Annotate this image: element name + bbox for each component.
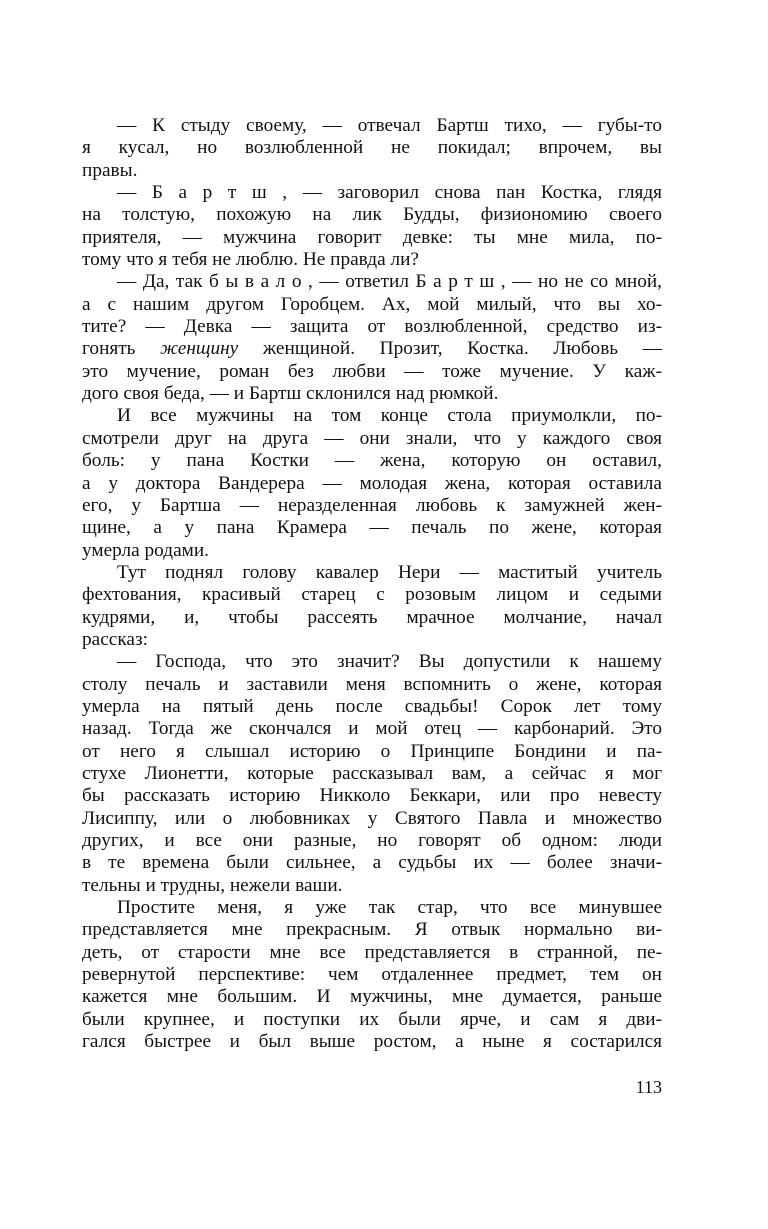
text-line: дого своя беда, — и Бартш склонился над рюмкой. xyxy=(82,383,499,405)
text-line: были крупнее, и поступки их были ярче, и сам я дви- xyxy=(82,1008,662,1030)
text-line: деть, от старости мне все представляется в странной, пе- xyxy=(82,941,662,963)
text-line: умерла на пятый день после свадьбы! Сорок лет тому xyxy=(82,695,662,717)
text-line: — Да, так б ы в а л о , — ответил Б а р т ш , — но не со мной, xyxy=(117,271,662,293)
text-line: И все мужчины на том конце стола приумолкли, по- xyxy=(117,405,662,427)
text-line: тельны и трудны, нежели ваши. xyxy=(82,874,343,896)
paragraph xyxy=(82,271,662,405)
text-line: — Господа, что это значит? Вы допустили к нашему xyxy=(117,651,662,673)
paragraph xyxy=(82,405,662,561)
text-line: фехтования, красивый старец с розовым лицом и седыми xyxy=(82,584,662,606)
text-line: столу печаль и заставили меня вспомнить о жене, которая xyxy=(82,673,662,695)
text-line: приятеля, — мужчина говорит девке: ты мне мила, по- xyxy=(82,226,662,248)
text-line: смотрели друг на друга — они знали, что у каждого своя xyxy=(82,427,662,449)
text-line: кудрями, и, чтобы рассеять мрачное молчание, начал xyxy=(82,606,662,628)
text-line: тите? — Девка — защита от возлюбленной, средство из- xyxy=(82,316,662,338)
text-line: рассказ: xyxy=(82,628,148,650)
text-line: правы. xyxy=(82,159,138,181)
text-line: — К стыду своему, — отвечал Бартш тихо, — губы-то xyxy=(117,115,662,136)
paragraph xyxy=(82,651,662,897)
text-line: Простите меня, я уже так стар, что все минувшее xyxy=(117,897,662,919)
text-line: гонять женщину женщиной. Прозит, Костка. Любовь — xyxy=(82,338,662,360)
text-line: представляется мне прекрасным. Я отвык нормально ви- xyxy=(82,919,662,941)
text-line: бы рассказать историю Никколо Беккари, или про невесту xyxy=(82,785,662,807)
text-line: я кусал, но возлюбленной не покидал; впрочем, вы xyxy=(82,137,662,159)
text-line: это мучение, роман без любви — тоже мучение. У каж- xyxy=(82,360,662,382)
text-line: — Б а р т ш , — заговорил снова пан Костка, глядя xyxy=(117,182,662,204)
page-number: 113 xyxy=(635,1077,662,1097)
text-line: Тут поднял голову кавалер Нери — маститый учитель xyxy=(117,561,662,583)
paragraph xyxy=(82,897,662,1053)
text-line: других, и все они разные, но говорят об одном: люди xyxy=(82,830,662,851)
text-line: боль: у пана Костки — жена, которую он оставил, xyxy=(82,450,662,472)
paragraph xyxy=(82,115,662,182)
text-line: от него я слышал историю о Принципе Бондини и па- xyxy=(82,740,662,762)
text-line: а с нашим другом Горобцем. Ах, мой милый, что вы хо- xyxy=(82,293,662,315)
paragraph xyxy=(82,562,662,651)
paragraph xyxy=(82,182,662,271)
text-line: умерла родами. xyxy=(82,539,209,561)
text-line: щине, а у пана Крамера — печаль по жене, которая xyxy=(82,517,662,539)
text-line: на толстую, похожую на лик Будды, физиономию своего xyxy=(82,204,662,226)
text-line: стухе Лионетти, которые рассказывал вам, а сейчас я мог xyxy=(82,762,662,784)
text-line: кажется мне большим. И мужчины, мне думается, раньше xyxy=(82,986,662,1008)
emphasized-word: женщину xyxy=(160,338,239,360)
page-body xyxy=(82,115,662,1053)
text-line: его, у Бартша — неразделенная любовь к замужней жен- xyxy=(82,494,662,516)
text-line: тому что я тебя не люблю. Не правда ли? xyxy=(82,249,419,271)
text-line: гался быстрее и был выше ростом, а ныне я состарился xyxy=(82,1031,662,1053)
text-line: в те времена были сильнее, а судьбы их — более значи- xyxy=(82,852,662,874)
text-line: Лисиппу, или о любовниках у Святого Павла и множество xyxy=(82,807,662,829)
text-line: ревернутой перспективе: чем отдаленнее предмет, тем он xyxy=(82,964,662,986)
text-line: а у доктора Вандерера — молодая жена, которая оставила xyxy=(82,472,662,494)
text-line: назад. Тогда же скончался и мой отец — карбонарий. Это xyxy=(82,718,662,740)
